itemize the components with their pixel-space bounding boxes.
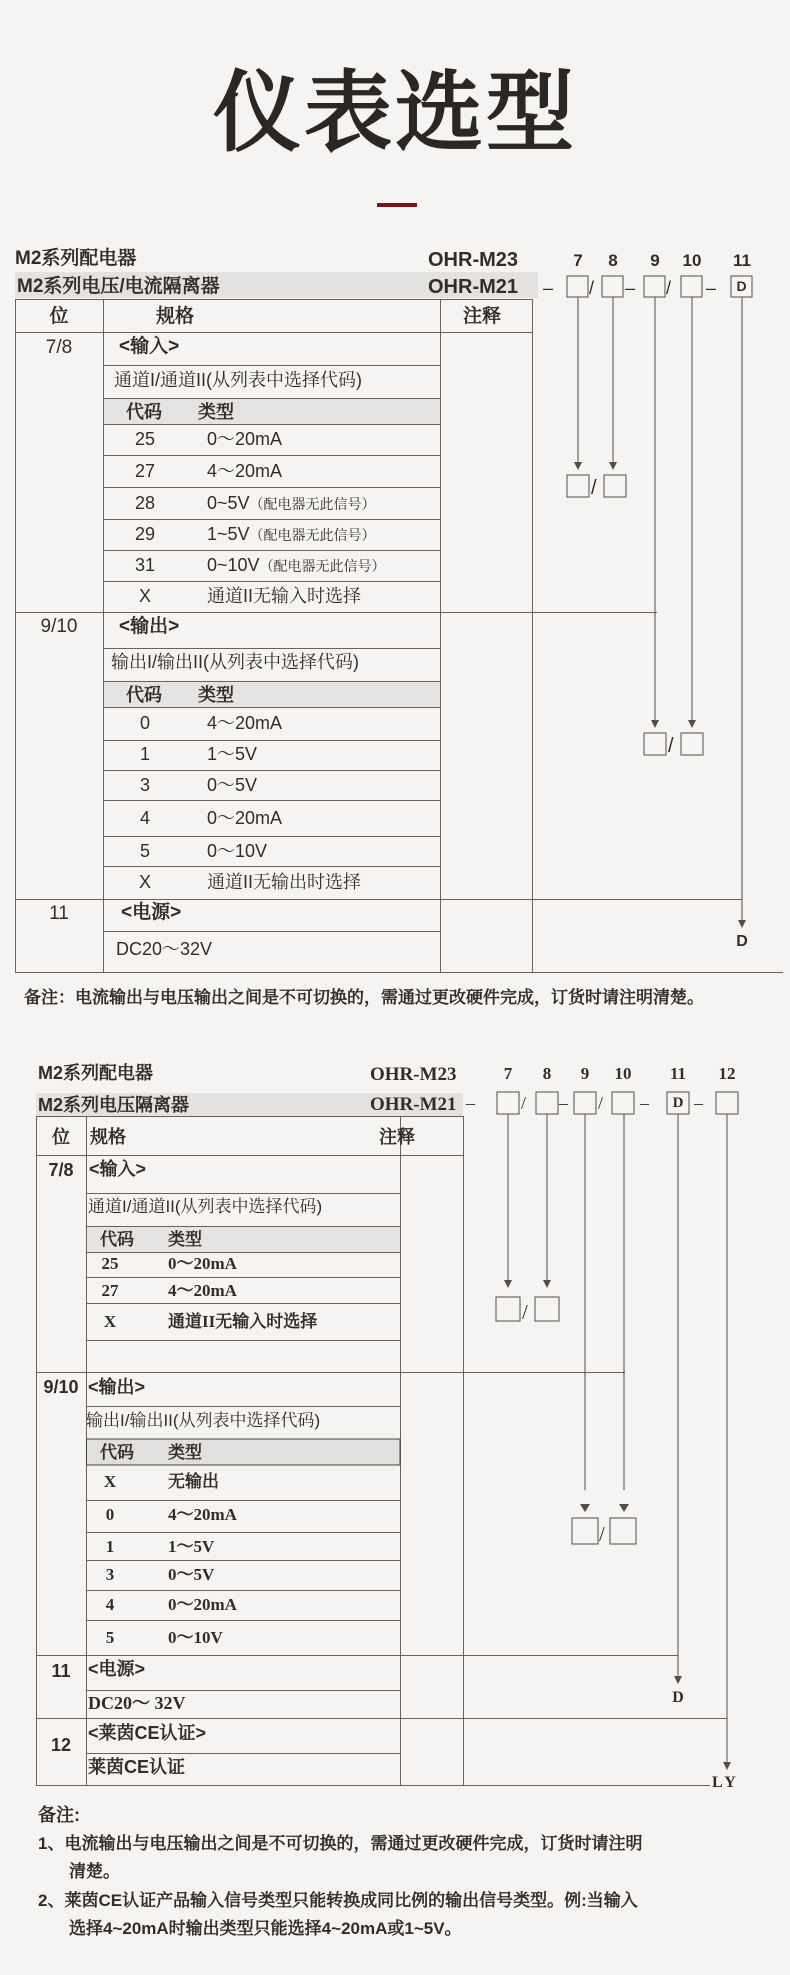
section-pos-7-8: 7/8 xyxy=(45,337,73,358)
col-header-spec: 规格 xyxy=(90,1127,126,1147)
table2-series-line2: M2系列电压隔离器 xyxy=(38,1095,190,1115)
col-header-pos: 位 xyxy=(49,306,69,327)
order-digit-8: 8 xyxy=(542,1064,552,1083)
table2-model-ohr-m23: OHR-M23 xyxy=(370,1064,457,1085)
diagram-ly-label: LY xyxy=(712,1774,739,1791)
code-cell: 31 xyxy=(134,555,156,575)
code-column-header: 代码 xyxy=(100,1443,134,1462)
order-digit-11: 11 xyxy=(733,251,751,270)
table2-arrowheads xyxy=(504,1280,731,1770)
col-header-note: 注释 xyxy=(379,1127,415,1147)
col-header-spec: 规格 xyxy=(156,306,195,327)
order-code-separator: – xyxy=(706,278,717,298)
type-cell: 4～20mA xyxy=(168,1281,237,1300)
table2-series-line1: M2系列配电器 xyxy=(38,1063,154,1083)
code-cell: 27 xyxy=(134,461,156,481)
code-cell: 4 xyxy=(139,808,150,828)
target-box-slash: / xyxy=(522,1300,528,1324)
order-code-separator: / xyxy=(521,1093,527,1113)
type-cell: 通道II无输入时选择 xyxy=(207,586,362,606)
order-digit-10: 10 xyxy=(682,251,702,270)
section-pos-7-8: 7/8 xyxy=(48,1160,74,1180)
type-column-header: 类型 xyxy=(168,1230,202,1249)
type-text: 0~5V xyxy=(207,493,250,513)
order-digit-7: 7 xyxy=(573,251,583,270)
type-paren: （配电器无此信号） xyxy=(249,496,376,512)
type-column-header: 类型 xyxy=(198,402,234,422)
type-text: 1~5V xyxy=(207,524,250,544)
type-column-header: 类型 xyxy=(168,1443,202,1462)
code-cell: X xyxy=(103,1312,117,1331)
title-accent-dash xyxy=(377,203,417,207)
section-title-input: <输入> xyxy=(119,336,180,357)
table2-model-ohr-m21: OHR-M21 xyxy=(370,1094,457,1115)
order-digit-10: 10 xyxy=(614,1064,632,1083)
section-title-power: <电源> xyxy=(121,902,182,923)
type-cell: 无输出 xyxy=(168,1472,219,1491)
section-pos-11: 11 xyxy=(51,1661,71,1681)
order-code-separator: / xyxy=(598,1093,604,1113)
code-cell: 0 xyxy=(105,1505,115,1524)
type-cell: 4～20mA xyxy=(207,461,283,481)
diagram-d-label: D xyxy=(672,1689,684,1706)
order-code-box-d: D xyxy=(736,278,747,294)
section-title-input: <输入> xyxy=(89,1159,147,1179)
order-code-separator: – xyxy=(559,1093,568,1113)
code-cell: 0 xyxy=(139,713,150,733)
section-pos-9-10: 9/10 xyxy=(40,616,78,637)
section-subtitle: 通道I/通道II(从列表中选择代码) xyxy=(114,370,362,390)
order-digit-9: 9 xyxy=(650,251,660,270)
power-value: DC20～32V xyxy=(116,939,213,959)
code-cell: 1 xyxy=(139,744,150,764)
section-title-power: <电源> xyxy=(88,1659,146,1679)
code-cell: 25 xyxy=(101,1254,119,1273)
section-pos-9-10: 9/10 xyxy=(43,1377,79,1397)
table1-series-line2: M2系列电压/电流隔离器 xyxy=(17,276,220,297)
table1-model-ohr-m21: OHR-M21 xyxy=(428,276,519,298)
code-cell: 25 xyxy=(134,429,156,449)
ce-value: 莱茵CE认证 xyxy=(88,1757,186,1777)
order-code-separator: – xyxy=(466,1093,475,1113)
table1-model-ohr-m23: OHR-M23 xyxy=(428,249,519,271)
note-line: 清楚。 xyxy=(69,1862,120,1881)
table1-arrowheads xyxy=(574,462,746,928)
type-cell: 通道II无输入时选择 xyxy=(168,1312,318,1331)
page-title: 仪表选型 xyxy=(212,63,577,162)
code-cell: 5 xyxy=(105,1628,115,1647)
code-cell: X xyxy=(103,1472,117,1491)
table1-series-line1: M2系列配电器 xyxy=(15,248,137,269)
order-code-separator: / xyxy=(666,278,672,298)
power-value: DC20～ 32V xyxy=(88,1693,186,1713)
type-paren: （配电器无此信号） xyxy=(249,527,376,543)
section-title-ce: <莱茵CE认证> xyxy=(88,1723,207,1743)
table1-order-diagram xyxy=(567,276,752,928)
code-cell: 1 xyxy=(105,1537,115,1556)
type-cell: 1～5V xyxy=(168,1537,215,1556)
code-column-header: 代码 xyxy=(126,685,162,705)
section-title-output: <输出> xyxy=(119,616,180,637)
type-cell xyxy=(207,492,376,515)
order-digit-7: 7 xyxy=(503,1064,513,1083)
code-cell: 5 xyxy=(139,841,150,861)
col-header-note: 注释 xyxy=(463,306,502,327)
target-box-slash: / xyxy=(668,735,674,757)
type-cell: 0～10V xyxy=(207,841,268,861)
section-subtitle: 输出I/输出II(从列表中选择代码) xyxy=(86,1411,321,1430)
diagram-d-label: D xyxy=(736,933,748,950)
code-cell: 27 xyxy=(101,1281,119,1300)
type-cell: 0～20mA xyxy=(207,808,283,828)
code-cell: X xyxy=(138,586,151,606)
section-title-output: <输出> xyxy=(88,1377,146,1397)
code-cell: X xyxy=(138,872,151,892)
order-code-separator: – xyxy=(625,278,636,298)
type-cell: 0～20mA xyxy=(168,1254,237,1273)
table2-order-diagram xyxy=(496,1092,738,1770)
code-cell: 3 xyxy=(105,1565,115,1584)
section-subtitle: 输出I/输出II(从列表中选择代码) xyxy=(111,652,359,672)
note-line: 选择4~20mA时输出类型只能选择4~20mA或1~5V。 xyxy=(69,1919,462,1938)
order-code-box-d: D xyxy=(672,1095,684,1111)
code-cell: 4 xyxy=(105,1595,115,1614)
order-code-separator: / xyxy=(589,278,595,298)
order-digit-8: 8 xyxy=(608,251,618,270)
section-subtitle: 通道I/通道II(从列表中选择代码) xyxy=(88,1197,323,1216)
type-column-header: 类型 xyxy=(198,685,234,705)
table1-note: 备注：电流输出与电压输出之间是不可切换的，需通过更改硬件完成，订货时请注明清楚。 xyxy=(24,988,704,1007)
type-cell: 4～20mA xyxy=(207,713,283,733)
type-cell: 1～5V xyxy=(207,744,258,764)
code-cell: 28 xyxy=(134,493,156,513)
type-cell: 4～20mA xyxy=(168,1505,237,1524)
section-pos-12: 12 xyxy=(50,1735,72,1755)
type-text: 0~10V xyxy=(207,555,260,575)
col-header-pos: 位 xyxy=(52,1127,70,1147)
type-cell xyxy=(207,554,386,577)
order-code-separator: – xyxy=(543,278,554,298)
section-pos-11: 11 xyxy=(49,903,69,924)
type-cell xyxy=(207,523,376,546)
code-column-header: 代码 xyxy=(100,1230,134,1249)
order-code-separator: – xyxy=(694,1093,703,1113)
order-digit-11: 11 xyxy=(669,1064,687,1083)
code-column-header: 代码 xyxy=(126,402,162,422)
type-cell: 通道II无输出时选择 xyxy=(207,872,362,892)
type-cell: 0～20mA xyxy=(207,429,283,449)
type-cell: 0～20mA xyxy=(168,1595,237,1614)
note-line: 1、电流输出与电压输出之间是不可切换的，需通过更改硬件完成，订货时请注明 xyxy=(38,1834,643,1853)
target-box-slash: / xyxy=(599,1522,605,1546)
type-cell: 0～5V xyxy=(168,1565,215,1584)
order-digit-9: 9 xyxy=(580,1064,590,1083)
order-code-separator: – xyxy=(640,1093,649,1113)
code-cell: 3 xyxy=(139,775,150,795)
order-digit-12: 12 xyxy=(718,1064,736,1083)
note-line: 2、莱茵CE认证产品输入信号类型只能转换成同比例的输出信号类型。例:当输入 xyxy=(38,1891,638,1910)
code-cell: 29 xyxy=(134,524,156,544)
type-paren: （配电器无此信号） xyxy=(259,558,386,574)
notes-label: 备注: xyxy=(38,1805,80,1825)
target-box-slash: / xyxy=(591,477,597,499)
type-cell: 0～10V xyxy=(168,1628,223,1647)
type-cell: 0～5V xyxy=(207,775,258,795)
